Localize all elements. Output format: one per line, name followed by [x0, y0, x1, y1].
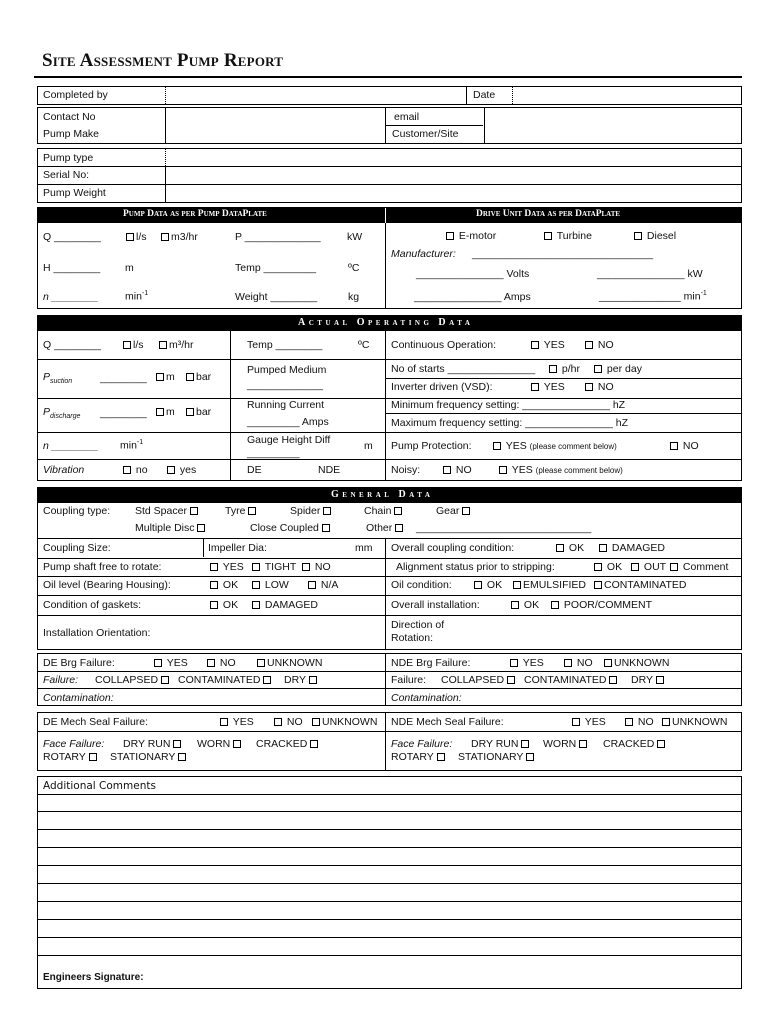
seal-nde-worn[interactable]: WORN	[543, 739, 589, 750]
checkbox-icon	[252, 601, 260, 609]
brg-de-label: DE Brg Failure:	[43, 657, 115, 669]
checkbox-icon	[167, 466, 175, 474]
gd-oil-condition: Oil condition:	[391, 579, 452, 591]
divider	[38, 432, 741, 433]
checkbox-icon	[308, 581, 316, 589]
ad-starts-perday[interactable]: per day	[594, 364, 642, 375]
checkbox-icon	[437, 753, 445, 761]
gd-multiple-disc[interactable]: Multiple Disc	[135, 523, 207, 534]
ad-temp: Temp ________	[247, 339, 323, 351]
checkbox-icon	[197, 524, 205, 532]
ad-n: n ________	[43, 440, 99, 452]
gd-gaskets-ok[interactable]: OK	[210, 600, 238, 611]
pd-temp: Temp _________	[235, 262, 317, 274]
gd-direction: Direction of	[391, 619, 445, 631]
checkbox-icon	[312, 718, 320, 726]
brg-nde-contaminated[interactable]: CONTAMINATED	[524, 675, 619, 686]
checkbox-icon	[493, 442, 501, 450]
date-field[interactable]	[516, 88, 740, 103]
checkbox-icon	[551, 601, 559, 609]
checkbox-icon	[446, 232, 454, 240]
divider	[38, 184, 741, 185]
brg-de-unknown[interactable]: UNKNOWN	[257, 658, 322, 669]
pd-kg: kg	[348, 291, 360, 303]
actual-operating-section	[37, 315, 742, 481]
checkbox-icon	[263, 676, 271, 684]
dataplate-section	[37, 207, 742, 309]
divider	[385, 125, 483, 126]
checkbox-icon	[521, 740, 529, 748]
checkbox-icon	[395, 524, 403, 532]
divider	[385, 413, 741, 414]
ad-inverter-no[interactable]: NO	[585, 382, 614, 393]
ad-running-current: Running Current	[247, 399, 325, 411]
checkbox-icon	[594, 581, 602, 589]
checkbox-icon	[657, 740, 665, 748]
date-label: Date	[473, 89, 496, 101]
ad-unit-ls[interactable]: l/s	[123, 340, 144, 351]
ad-unit-m3hr[interactable]: m³/hr	[159, 340, 194, 351]
serial-no-field[interactable]	[168, 168, 740, 183]
ad-continuous-yes[interactable]: YES	[531, 340, 565, 351]
ad-gauge: Gauge Height Diff	[247, 434, 331, 446]
comments-title: Additional Comments	[43, 780, 156, 792]
checkbox-icon	[210, 563, 218, 571]
checkbox-icon	[549, 365, 557, 373]
gd-other-line: ______________________________	[416, 522, 592, 534]
divider	[385, 378, 741, 379]
comments-section	[37, 776, 742, 989]
pump-type-field[interactable]	[168, 150, 740, 165]
checkbox-icon	[274, 718, 282, 726]
ad-discharge-bar[interactable]: bar	[186, 407, 211, 418]
seal-de-worn[interactable]: WORN	[197, 739, 243, 750]
divider	[385, 331, 386, 480]
checkbox-icon	[123, 466, 131, 474]
divider	[230, 331, 231, 480]
ad-suction-m[interactable]: m	[156, 372, 175, 383]
pump-weight-field[interactable]	[168, 186, 740, 202]
seal-nde-no[interactable]: NO	[625, 717, 654, 728]
gd-oil-low[interactable]: LOW	[252, 580, 289, 591]
checkbox-icon	[252, 563, 260, 571]
seal-nde-yes[interactable]: YES	[572, 717, 606, 728]
ad-discharge-m[interactable]: m	[156, 407, 175, 418]
divider	[38, 359, 741, 360]
brg-nde-label: NDE Brg Failure:	[391, 657, 471, 669]
checkbox-icon	[474, 581, 482, 589]
actual-title: Actual Operating Data	[298, 317, 474, 328]
pd-p: P _____________	[235, 231, 321, 243]
gd-chain[interactable]: Chain	[364, 506, 404, 517]
gd-shaft-yes[interactable]: YES	[210, 562, 244, 573]
divider	[38, 688, 741, 689]
customer-site-field[interactable]	[488, 127, 740, 143]
seal-de-unknown[interactable]: UNKNOWN	[312, 717, 377, 728]
seal-nde-dryrun[interactable]: DRY RUN	[471, 739, 531, 750]
drive-manufacturer-line: _______________________________	[472, 248, 654, 260]
page-title: Site Assessment Pump Report	[42, 50, 284, 71]
gd-oilc-ok[interactable]: OK	[474, 580, 502, 591]
drive-dataplate-title: Drive Unit Data as per DataPlate	[476, 209, 621, 219]
checkbox-icon	[531, 383, 539, 391]
checkbox-icon	[190, 507, 198, 515]
checkbox-icon	[186, 373, 194, 381]
checkbox-icon	[604, 659, 612, 667]
ad-p-suction-line: ________	[100, 372, 147, 384]
ad-q: Q ________	[43, 339, 101, 351]
gd-coupling-size: Coupling Size:	[43, 542, 111, 554]
customer-site-label: Customer/Site	[392, 128, 459, 140]
pump-type-section	[37, 148, 742, 203]
actual-header-bar	[38, 316, 741, 331]
email-field[interactable]	[488, 109, 740, 124]
checkbox-icon	[257, 659, 265, 667]
checkbox-icon	[585, 383, 593, 391]
checkbox-icon	[186, 408, 194, 416]
divider	[38, 398, 741, 399]
checkbox-icon	[210, 601, 218, 609]
ad-starts: No of starts _______________	[391, 363, 536, 375]
gd-mm: mm	[355, 542, 373, 554]
seal-de-yes[interactable]: YES	[220, 717, 254, 728]
gd-coupling-type-label: Coupling type:	[43, 505, 111, 517]
pd-q: Q ________	[43, 231, 101, 243]
checkbox-icon	[322, 524, 330, 532]
gd-oilc-emulsified[interactable]: EMULSIFIED	[513, 580, 586, 591]
gd-orientation: Installation Orientation:	[43, 627, 151, 639]
brg-nde-collapsed[interactable]: COLLAPSED	[441, 675, 517, 686]
checkbox-icon	[89, 753, 97, 761]
seal-nde-stationary[interactable]: STATIONARY	[458, 752, 536, 763]
checkbox-icon	[631, 563, 639, 571]
ad-starts-phr[interactable]: p/hr	[549, 364, 580, 375]
seal-nde-cracked[interactable]: CRACKED	[603, 739, 667, 750]
seal-de-stationary[interactable]: STATIONARY	[110, 752, 188, 763]
gd-align-out[interactable]: OUT	[631, 562, 666, 573]
ad-protection-no[interactable]: NO	[670, 441, 699, 452]
gd-overall-install: Overall installation:	[391, 599, 480, 611]
gd-oilc-contaminated[interactable]: CONTAMINATED	[594, 580, 686, 591]
ad-protection-label: Pump Protection:	[391, 440, 472, 452]
divider	[38, 538, 741, 539]
seal-de-face-label: Face Failure:	[43, 738, 105, 750]
checkbox-icon	[556, 544, 564, 552]
pd-unit-m3hr[interactable]: m3/hr	[161, 232, 198, 243]
pump-make-field[interactable]	[168, 127, 382, 143]
ad-de: DE	[247, 464, 262, 476]
gd-install-poor[interactable]: POOR/COMMENT	[551, 600, 652, 611]
gd-close-coupled[interactable]: Close Coupled	[250, 523, 332, 534]
ad-min: $\min^{-1}$	[120, 439, 144, 452]
completed-by-field[interactable]	[168, 88, 503, 103]
checkbox-icon	[511, 601, 519, 609]
divider	[512, 87, 513, 104]
general-header-bar	[38, 488, 741, 503]
seal-de-cracked[interactable]: CRACKED	[256, 739, 320, 750]
pd-unit-ls[interactable]: l/s	[126, 232, 147, 243]
gd-align-comment[interactable]: Comment	[670, 562, 728, 573]
brg-de-contamination: Contamination:	[43, 692, 114, 704]
checkbox-icon	[507, 676, 515, 684]
signature-field[interactable]	[163, 958, 740, 987]
checkbox-icon	[161, 676, 169, 684]
brg-de-yes[interactable]: YES	[154, 658, 188, 669]
checkbox-icon	[173, 740, 181, 748]
drive-manufacturer-label: Manufacturer:	[391, 248, 456, 260]
seal-nde-label: NDE Mech Seal Failure:	[391, 716, 504, 728]
ad-p-suction: $P_{suction}$	[43, 371, 73, 386]
gd-rotation: Rotation:	[391, 632, 434, 644]
checkbox-icon	[594, 365, 602, 373]
brg-de-dry[interactable]: DRY	[284, 675, 319, 686]
checkbox-icon	[233, 740, 241, 748]
comments-field[interactable]	[39, 795, 740, 954]
ad-continuous-no[interactable]: NO	[585, 340, 614, 351]
checkbox-icon	[210, 581, 218, 589]
checkbox-icon	[394, 507, 402, 515]
divider	[385, 538, 386, 649]
checkbox-icon	[220, 718, 228, 726]
pd-degc: ºC	[348, 262, 360, 274]
checkbox-icon	[252, 581, 260, 589]
gd-overall-coupling: Overall coupling condition:	[391, 542, 515, 554]
gd-gear[interactable]: Gear	[436, 506, 472, 517]
ad-nde: NDE	[318, 464, 341, 476]
ad-min-freq: Minimum frequency setting: _______________ hZ	[391, 399, 626, 411]
ad-noisy-label: Noisy:	[391, 464, 421, 476]
brg-nde-dry[interactable]: DRY	[631, 675, 666, 686]
checkbox-icon	[625, 718, 633, 726]
bearing-section	[37, 653, 742, 706]
ad-vibration: Vibration	[43, 464, 85, 476]
ad-max-freq: Maximum frequency setting: _______________ hZ	[391, 417, 628, 429]
pump-make-label: Pump Make	[43, 128, 100, 140]
checkbox-icon	[585, 341, 593, 349]
seal-de-no[interactable]: NO	[274, 717, 303, 728]
ad-pumped-medium-line: _____________	[247, 379, 323, 391]
checkbox-icon	[156, 408, 164, 416]
brg-nde-yes[interactable]: YES	[510, 658, 544, 669]
gd-oil-na[interactable]: N/A	[308, 580, 338, 591]
contact-no-field[interactable]	[168, 109, 382, 124]
seal-de-rotary[interactable]: ROTARY	[43, 752, 99, 763]
dataplate-header-bar	[38, 208, 741, 223]
checkbox-icon	[634, 232, 642, 240]
seal-nde-rotary[interactable]: ROTARY	[391, 752, 447, 763]
ad-protection-yes[interactable]: YES (please comment below)	[493, 441, 617, 452]
checkbox-icon	[572, 718, 580, 726]
checkbox-icon	[526, 753, 534, 761]
checkbox-icon	[462, 507, 470, 515]
checkbox-icon	[594, 563, 602, 571]
brg-de-contaminated[interactable]: CONTAMINATED	[178, 675, 273, 686]
pump-dataplate-title: Pump Data as per Pump DataPlate	[123, 209, 267, 219]
divider	[38, 731, 741, 732]
drive-amps: _______________ Amps	[414, 291, 531, 303]
checkbox-icon	[123, 341, 131, 349]
completed-by-section	[37, 86, 742, 105]
gd-shaft-no[interactable]: NO	[302, 562, 331, 573]
general-data-section	[37, 487, 742, 650]
gd-align-ok[interactable]: OK	[594, 562, 622, 573]
checkbox-icon	[662, 718, 670, 726]
divider	[165, 149, 166, 166]
pd-min: $\min^{-1}$	[125, 290, 149, 303]
pd-kw: kW	[347, 231, 363, 243]
drive-kw: _______________ kW	[597, 268, 703, 280]
checkbox-icon	[126, 233, 134, 241]
checkbox-icon	[499, 466, 507, 474]
checkbox-icon	[443, 466, 451, 474]
divider	[203, 538, 204, 557]
contact-section	[37, 107, 742, 144]
general-title: General Data	[331, 489, 434, 500]
pd-weight: Weight ________	[235, 291, 318, 303]
divider	[385, 654, 386, 705]
checkbox-icon	[544, 232, 552, 240]
gd-gaskets-damaged[interactable]: DAMAGED	[252, 600, 318, 611]
ad-gauge-line: _________	[247, 447, 300, 459]
ad-inverter-label: Inverter driven (VSD):	[391, 381, 493, 393]
checkbox-icon	[302, 563, 310, 571]
divider	[38, 595, 741, 596]
ad-vibration-no[interactable]: no	[123, 465, 148, 476]
contact-no-label: Contact No	[43, 111, 96, 123]
drive-diesel[interactable]: Diesel	[634, 231, 676, 242]
gd-spider[interactable]: Spider	[290, 506, 333, 517]
divider	[38, 166, 741, 167]
checkbox-icon	[599, 544, 607, 552]
divider	[165, 87, 166, 104]
gd-oil-level: Oil level (Bearing Housing):	[43, 579, 171, 591]
ad-pumped-medium: Pumped Medium	[247, 364, 327, 376]
divider	[385, 208, 386, 308]
gd-other[interactable]: Other	[366, 523, 405, 534]
divider	[484, 108, 485, 143]
brg-de-no[interactable]: NO	[207, 658, 236, 669]
checkbox-icon	[609, 676, 617, 684]
comment-line	[38, 955, 741, 956]
ad-inverter-yes[interactable]: YES	[531, 382, 565, 393]
gd-gaskets: Condition of gaskets:	[43, 599, 142, 611]
checkbox-icon	[178, 753, 186, 761]
gd-oil-ok[interactable]: OK	[210, 580, 238, 591]
drive-turbine[interactable]: Turbine	[544, 231, 592, 242]
checkbox-icon	[156, 373, 164, 381]
checkbox-icon	[513, 581, 521, 589]
ad-p-discharge: $P_{discharge}$	[43, 406, 81, 421]
ad-degc: ºC	[358, 339, 370, 351]
checkbox-icon	[207, 659, 215, 667]
ad-suction-bar[interactable]: bar	[186, 372, 211, 383]
ad-p-discharge-line: ________	[100, 407, 147, 419]
checkbox-icon	[323, 507, 331, 515]
pump-weight-label: Pump Weight	[43, 187, 106, 199]
ad-noisy-no[interactable]: NO	[443, 465, 472, 476]
divider	[385, 713, 386, 770]
divider	[38, 576, 741, 577]
gd-alignment: Alignment status prior to stripping:	[396, 561, 555, 573]
seal-de-dryrun[interactable]: DRY RUN	[123, 739, 183, 750]
pd-m: m	[125, 262, 134, 274]
gd-coupling-ok[interactable]: OK	[556, 543, 584, 554]
checkbox-icon	[564, 659, 572, 667]
checkbox-icon	[531, 341, 539, 349]
divider	[165, 108, 166, 143]
serial-no-label: Serial No:	[43, 169, 90, 181]
brg-de-collapsed[interactable]: COLLAPSED	[95, 675, 171, 686]
gd-impeller: Impeller Dia:	[208, 542, 267, 554]
brg-nde-contamination: Contamination:	[391, 692, 462, 704]
gd-std-spacer[interactable]: Std Spacer	[135, 506, 200, 517]
checkbox-icon	[309, 676, 317, 684]
gd-shaft-tight[interactable]: TIGHT	[252, 562, 296, 573]
divider	[38, 615, 741, 616]
checkbox-icon	[161, 233, 169, 241]
checkbox-icon	[154, 659, 162, 667]
checkbox-icon	[670, 563, 678, 571]
ad-amps: _________ Amps	[247, 416, 329, 428]
divider	[38, 558, 741, 559]
brg-de-failure-label: Failure:	[43, 674, 79, 686]
divider	[38, 671, 741, 672]
pd-n: n ________	[43, 291, 99, 303]
signature-label: Engineers Signature:	[43, 972, 144, 983]
seal-de-label: DE Mech Seal Failure:	[43, 716, 149, 728]
brg-nde-unknown[interactable]: UNKNOWN	[604, 658, 669, 669]
ad-continuous-label: Continuous Operation:	[391, 339, 497, 351]
ad-gauge-m: m	[364, 440, 373, 452]
brg-nde-no[interactable]: NO	[564, 658, 593, 669]
pump-type-label: Pump type	[43, 152, 94, 164]
checkbox-icon	[579, 740, 587, 748]
ad-noisy-yes[interactable]: YES (please comment below)	[499, 465, 623, 476]
gd-tyre[interactable]: Tyre	[225, 506, 258, 517]
seal-section	[37, 712, 742, 771]
checkbox-icon	[670, 442, 678, 450]
drive-volts: _______________ Volts	[416, 268, 530, 280]
checkbox-icon	[656, 676, 664, 684]
checkbox-icon	[159, 341, 167, 349]
gd-install-ok[interactable]: OK	[511, 600, 539, 611]
seal-nde-face-label: Face Failure:	[391, 738, 453, 750]
drive-min: ______________ $\min^{-1}$	[599, 290, 707, 303]
completed-by-label: Completed by	[43, 89, 108, 101]
ad-vibration-yes[interactable]: yes	[167, 465, 196, 476]
email-label: email	[394, 111, 420, 123]
checkbox-icon	[310, 740, 318, 748]
drive-emotor[interactable]: E-motor	[446, 231, 496, 242]
brg-nde-failure-label: Failure:	[391, 674, 427, 686]
seal-nde-unknown[interactable]: UNKNOWN	[662, 717, 727, 728]
divider	[38, 459, 741, 460]
gd-shaft-free: Pump shaft free to rotate:	[43, 561, 162, 573]
pd-h: H ________	[43, 262, 101, 274]
checkbox-icon	[510, 659, 518, 667]
checkbox-icon	[248, 507, 256, 515]
gd-coupling-damaged[interactable]: DAMAGED	[599, 543, 665, 554]
title-rule	[34, 76, 742, 78]
